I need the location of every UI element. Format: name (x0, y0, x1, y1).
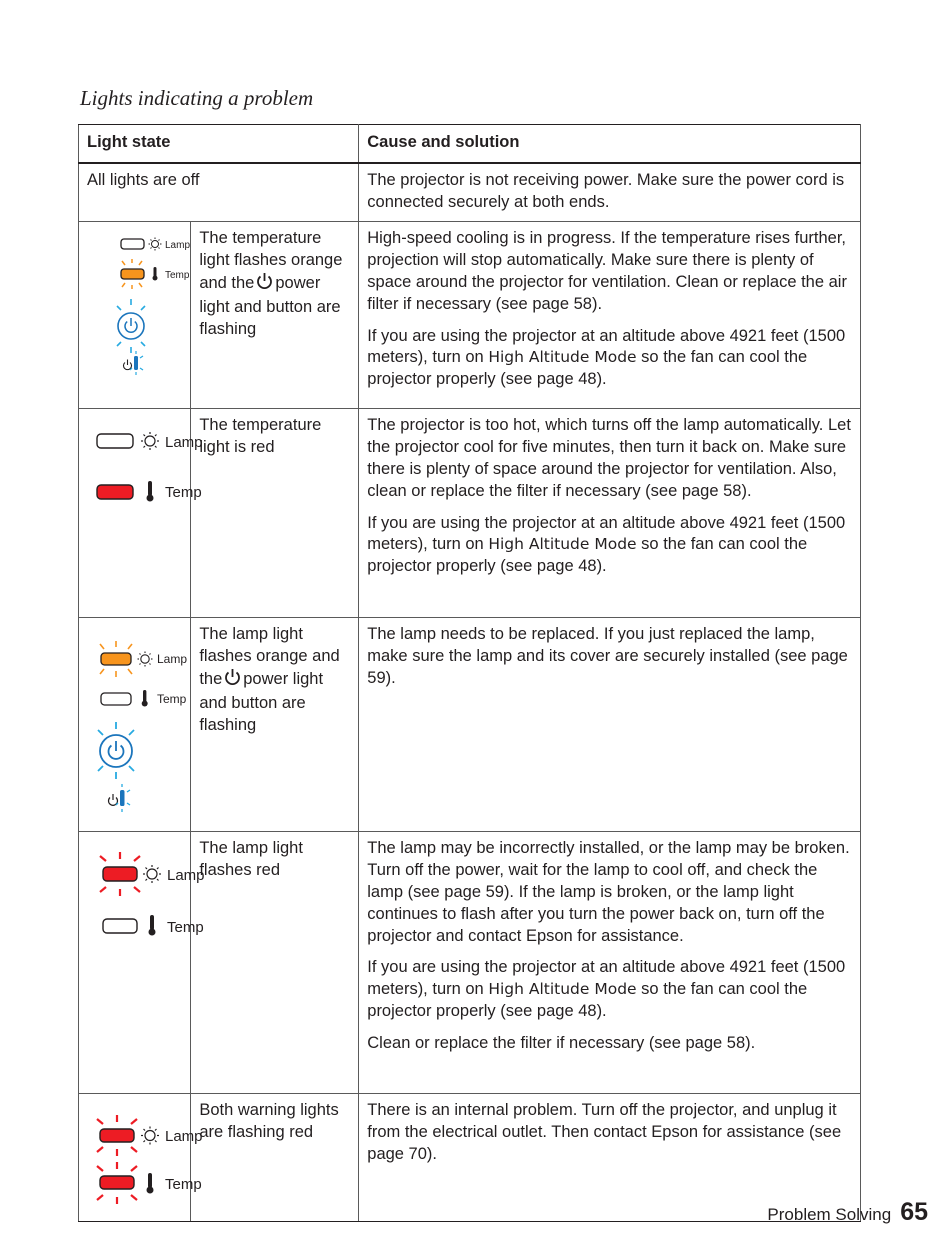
footer-section-title: Problem Solving (767, 1205, 892, 1224)
indicator-lights-illustration (87, 838, 208, 1085)
temp-label: Temp (167, 919, 204, 937)
temp-light-orange (121, 269, 144, 279)
light-state-text: power light and button are flashing (199, 273, 341, 338)
thermometer-icon (147, 481, 154, 502)
solution-text: The lamp may be incorrectly installed, or the lamp may be broken. Turn off the power, wait for the lamp to cool off, and check the lamp (see page 59). If the lamp is broken, or the lamp light continues to flash after you turn the power back on, turn off the projector and contact Epson for assistance. (367, 839, 850, 945)
temp-light-off (101, 693, 131, 705)
power-icon (256, 272, 273, 297)
solution-text: High-speed cooling is in progress. If the temperature rises further, projection will stop automatically. Make sure there is plenty of space around the projector for ventilation. Clean or replace the air filter if necessary (see page 58). (367, 229, 847, 313)
lamp-light-off (121, 239, 144, 249)
lights-table (78, 124, 861, 1222)
page-footer (767, 1198, 928, 1227)
light-state-cell: All lights are off (79, 163, 359, 222)
indicator-lights-cell (79, 832, 205, 1094)
solution-cell (359, 222, 861, 409)
power-light-blue (134, 356, 138, 370)
setting-name: High Altitude Mode (488, 348, 637, 367)
power-light-blue (120, 790, 125, 806)
solution-cell (359, 409, 861, 618)
thermometer-icon (142, 690, 148, 707)
lamp-label: Lamp (165, 1128, 203, 1146)
light-state-text: The lamp light flashes orange and the (199, 625, 340, 688)
lamp-icon (141, 432, 159, 450)
indicator-lights-illustration (87, 624, 208, 823)
indicator-lights-cell (79, 409, 203, 618)
temp-label: Temp (165, 1176, 202, 1194)
light-state-cell: The temperature light is red (191, 409, 359, 618)
temp-label: Temp (165, 270, 190, 282)
solution-text: The lamp needs to be replaced. If you just replaced the lamp, make sure the lamp and its cover are securely installed (see page 59). (367, 625, 848, 687)
indicator-lights-cell (79, 222, 191, 409)
light-state-text: The temperature light flashes orange and the (199, 229, 343, 292)
table-row (79, 618, 861, 832)
table-row (79, 832, 861, 1094)
solution-text: If you are using the projector at an altitude above 4921 feet (1500 meters), turn on High Altitude Mode so the fan can cool the projector properly (see page 48). (367, 326, 846, 389)
indicator-lights-illustration (87, 415, 208, 609)
solution-text: There is an internal problem. Turn off the projector, and unplug it from the electrical outlet. Then contact Epson for assistance (see page 70). (367, 1101, 842, 1163)
indicator-lights-cell (79, 1094, 203, 1222)
temp-light-red (100, 1176, 134, 1189)
page-number: 65 (900, 1198, 928, 1226)
lamp-label: Lamp (165, 240, 191, 252)
temp-light-red (97, 485, 133, 499)
lamp-light-orange (101, 653, 131, 665)
setting-name: High Altitude Mode (488, 535, 637, 554)
indicator-lights-cell (79, 618, 191, 832)
setting-name: High Altitude Mode (488, 980, 637, 999)
lamp-icon (149, 238, 162, 251)
solution-text: The projector is too hot, which turns off the lamp automatically. Let the projector cool for five minutes, then turn it back on. Make sure there is plenty of space around the projector for ventilation. Also, clean or replace the filter if necessary (see page 58). (367, 416, 851, 500)
power-icon (224, 668, 241, 693)
lamp-light-off (97, 434, 133, 448)
lamp-label: Lamp (165, 434, 203, 452)
light-state-cell (191, 222, 359, 409)
lamp-icon (138, 652, 153, 667)
thermometer-icon (147, 1173, 154, 1194)
lamp-icon (143, 865, 161, 883)
solution-text: Clean or replace the filter if necessary (see page 58). (367, 1033, 756, 1052)
temp-label: Temp (165, 484, 202, 502)
lamp-light-red (103, 867, 137, 881)
solution-text: If you are using the projector at an altitude above 4921 feet (1500 meters), turn on High Altitude Mode so the fan can cool the projector properly (see page 48). (367, 958, 846, 1020)
temp-light-off (103, 919, 137, 933)
table-row (79, 163, 861, 222)
thermometer-icon (153, 267, 158, 281)
light-state-cell: The lamp light flashes red (191, 832, 359, 1094)
section-heading: Lights indicating a problem (80, 86, 314, 110)
indicator-lights-illustration (87, 1100, 208, 1213)
solution-cell (359, 618, 861, 832)
header-cause-solution: Cause and solution (359, 125, 861, 163)
light-state-text: power light and button are flashing (199, 669, 324, 734)
thermometer-icon (149, 915, 156, 936)
header-light-state: Light state (79, 125, 359, 163)
table-row (79, 222, 861, 409)
light-state-cell: Both warning lights are flashing red (191, 1094, 359, 1222)
lamp-label: Lamp (157, 652, 188, 667)
table-row (79, 409, 861, 618)
solution-cell (359, 832, 861, 1094)
solution-cell (359, 163, 861, 222)
solution-text: The projector is not receiving power. Make sure the power cord is connected securely at both ends. (367, 170, 845, 211)
lamp-label: Lamp (167, 867, 205, 885)
lamp-light-red (100, 1129, 134, 1142)
table-header-row (79, 125, 861, 163)
light-state-cell (191, 618, 359, 832)
solution-text: If you are using the projector at an altitude above 4921 feet (1500 meters), turn on High Altitude Mode so the fan can cool the projector properly (see page 48). (367, 513, 846, 576)
temp-label: Temp (157, 692, 187, 707)
lamp-icon (141, 1127, 159, 1145)
power-icon (124, 360, 132, 370)
power-icon (109, 794, 118, 805)
indicator-lights-illustration (87, 228, 208, 400)
table-row (79, 1094, 861, 1222)
